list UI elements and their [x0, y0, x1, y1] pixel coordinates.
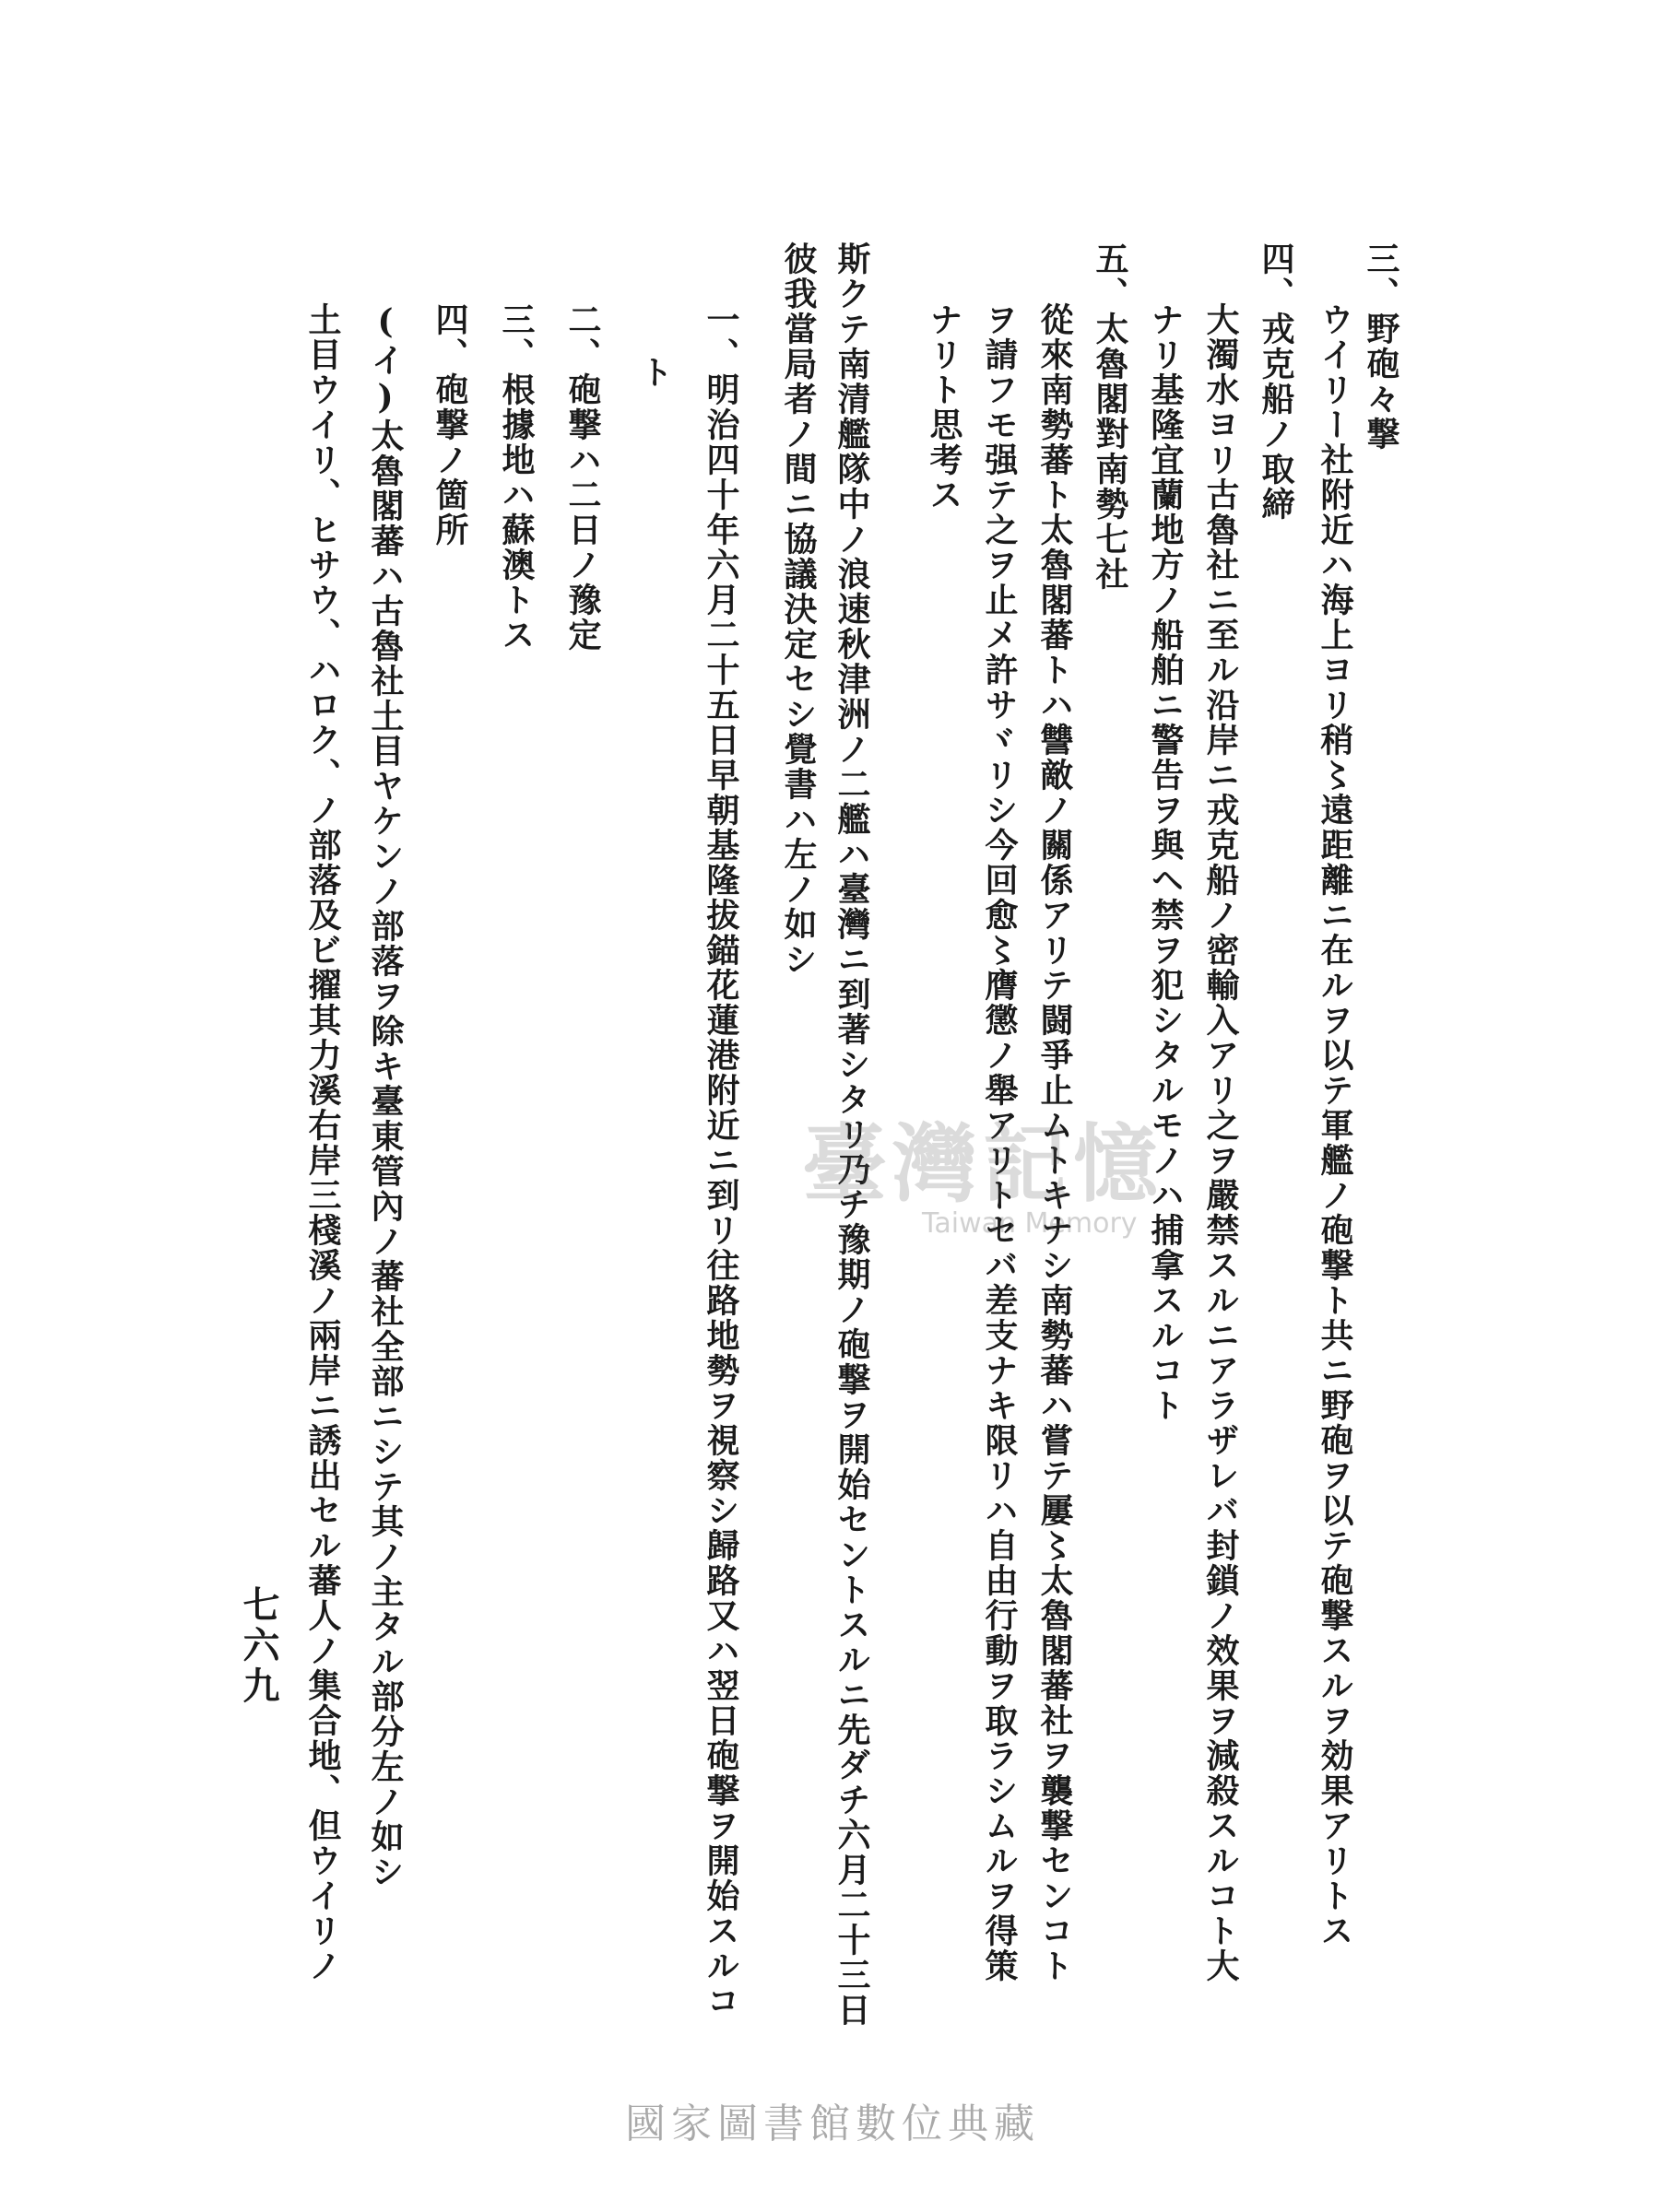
watermark-logo: 臺灣記憶 — [802, 1114, 1164, 1214]
text-line: ヲ請フモ强テ之ヲ止メ許サヾリシ今回愈〻膺懲ノ舉アリトセバ差支ナキ限リハ自由行動ヲ取ラシムルヲ得策 — [980, 302, 1019, 1983]
text-line: 從來南勢蕃ト太魯閣蕃トハ讐敵ノ關係アリテ闘爭止ムトキナシ南勢蕃ハ嘗テ屢〻太魯閣蕃社ヲ襲撃センコト — [1035, 302, 1074, 1983]
text-line: 三、根據地ハ蘇澳トス — [497, 302, 536, 653]
text-line: 四、砲撃ノ箇所 — [431, 302, 469, 547]
text-line: 彼我當局者ノ間ニ協議決定セシ覺書ハ左ノ如シ — [779, 241, 818, 977]
text-line: ウイリー社附近ハ海上ヨリ稍〻遠距離ニ在ルヲ以テ軍艦ノ砲撃ト共ニ野砲ヲ以テ砲撃スルヲ効果アリトス — [1316, 302, 1354, 1948]
text-line: (イ)太魯閣蕃ハ古魯社土目ヤケンノ部落ヲ除キ臺東管內ノ蕃社全部ニシテ其ノ主タル部分左ノ如シ — [366, 302, 405, 1889]
watermark-subtitle: Taiwan Memory — [922, 1207, 1138, 1240]
text-line: 三、野砲々撃 — [1362, 241, 1400, 452]
text-line: 五、太魯閣對南勢七社 — [1091, 241, 1129, 592]
text-line: ト — [635, 355, 674, 390]
text-line: 土目ウイリ、ヒサウ、ハロク、ノ部落及ビ擢其力溪右岸三棧溪ノ兩岸ニ誘出セル蕃人ノ集合地、但ウイリノ — [303, 302, 342, 1983]
text-line: 大濁水ヨリ古魯社ニ至ル沿岸ニ戎克船ノ密輸入アリ之ヲ嚴禁スルニアラザレバ封鎖ノ效果ヲ減殺スルコト大 — [1201, 302, 1240, 1983]
text-line: 一、明治四十年六月二十五日早朝基隆拔錨花蓮港附近ニ到リ往路地勢ヲ視察シ歸路又ハ翌日砲撃ヲ開始スルコ — [702, 302, 740, 2018]
footer-archive-label: 國家圖書館數位典藏 — [625, 2100, 1040, 2147]
text-line: 二、砲撃ハ二日ノ豫定 — [563, 302, 602, 653]
text-line: ナリト思考ス — [925, 302, 963, 512]
text-line: 斯クテ南清艦隊中ノ浪速秋津洲ノ二艦ハ臺灣ニ到著シタリ乃チ豫期ノ砲撃ヲ開始セントスルニ先ダチ六月二十三日 — [832, 241, 871, 2028]
text-line: ナリ基隆宜蘭地方ノ船舶ニ警告ヲ與ヘ禁ヲ犯シタルモノハ捕拿スルコト — [1146, 302, 1185, 1423]
page-number: 七六九 — [237, 1585, 280, 1707]
text-line: 四、戎克船ノ取締 — [1257, 241, 1295, 522]
